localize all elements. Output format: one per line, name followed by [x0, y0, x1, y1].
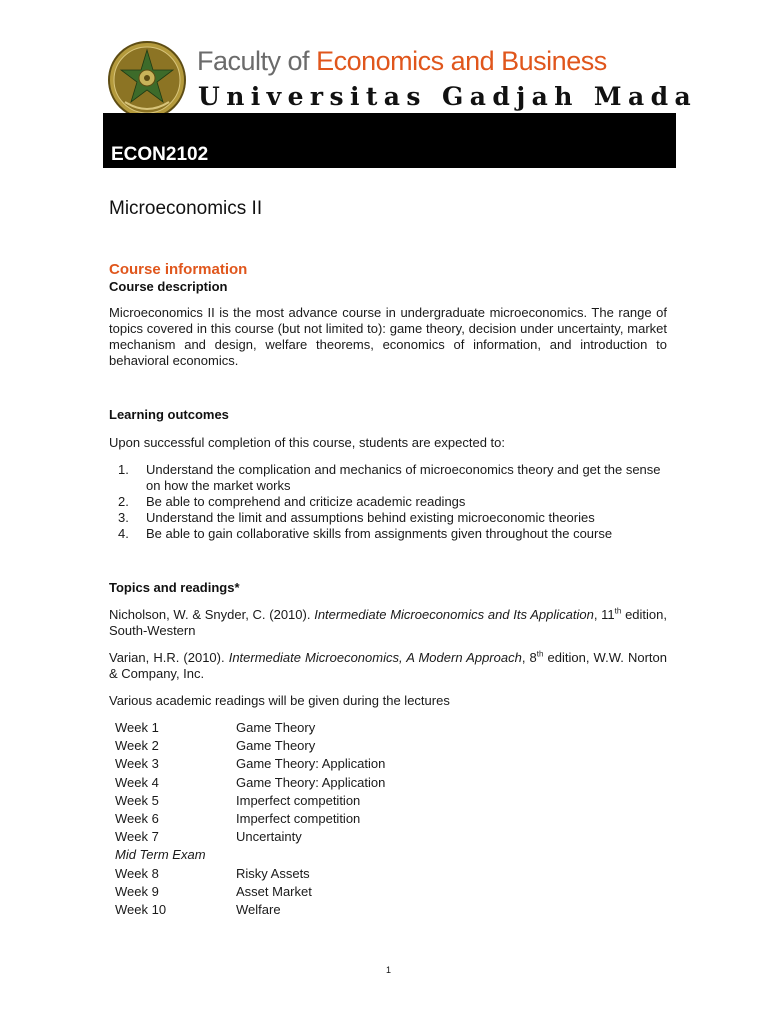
readings-note: Various academic readings will be given during the lectures — [109, 693, 450, 708]
list-item: 4. Be able to gain collaborative skills from assignments given throughout the course — [118, 526, 613, 541]
page-number: 1 — [386, 965, 392, 975]
weekly-schedule-table — [115, 719, 385, 919]
learning-outcomes-list — [109, 462, 669, 542]
learning-outcomes-intro: Upon successful completion of this course, students are expected to: — [109, 435, 505, 450]
faculty-prefix: Faculty of — [197, 46, 310, 76]
table-row: Week 6 Imperfect competition — [115, 811, 361, 827]
reading-citation: Nicholson, W. & Snyder, C. (2010). Intermediate Microeconomics and Its Application, 11th edition, South-Western — [109, 606, 667, 638]
section-course-information: Course information — [109, 261, 248, 278]
table-row: Week 5 Imperfect competition — [115, 792, 361, 808]
course-code-bar — [103, 113, 676, 168]
list-item: 2. Be able to comprehend and criticize academic readings — [118, 494, 466, 509]
list-item: 3. Understand the limit and assumptions behind existing microeconomic theories — [118, 510, 595, 525]
table-row: Week 7 Uncertainty — [115, 829, 302, 845]
faculty-name: Economics and Business — [316, 46, 607, 76]
table-row-midterm: Mid Term Exam — [115, 847, 206, 863]
subheading-topics-readings: Topics and readings* — [109, 580, 240, 595]
subheading-course-description: Course description — [109, 279, 228, 294]
university-name: Universitas Gadjah Mada — [198, 82, 698, 111]
course-code: ECON2102 — [111, 144, 209, 165]
faculty-title — [197, 44, 607, 78]
table-row: Week 3 Game Theory: Application — [115, 756, 386, 772]
table-row: Week 2 Game Theory — [115, 738, 316, 754]
reading-citation: Varian, H.R. (2010). Intermediate Microeconomics, A Modern Approach, 8th edition, W.W. Norton & Company, Inc. — [109, 649, 667, 681]
subheading-learning-outcomes: Learning outcomes — [109, 407, 229, 422]
list-item: 1. Understand the complication and mechanics of microeconomics theory and get the sense on how the market works — [118, 462, 661, 493]
university-seal-icon — [107, 40, 187, 120]
table-row: Week 9 Asset Market — [115, 883, 312, 899]
table-row: Week 1 Game Theory — [115, 720, 316, 735]
table-row: Week 4 Game Theory: Application — [115, 774, 386, 790]
course-title: Microeconomics II — [109, 198, 263, 219]
table-row: Week 10 Welfare — [115, 902, 281, 918]
course-description-text: Microeconomics II is the most advance course in undergraduate microeconomics. The range of topics covered in this course (but not limited to): game theory, decision under uncertainty, market mechanism and design, welfare theorems, economics of information, and introduction to behavioral economics. — [109, 305, 667, 368]
table-row: Week 8 Risky Assets — [115, 865, 310, 881]
